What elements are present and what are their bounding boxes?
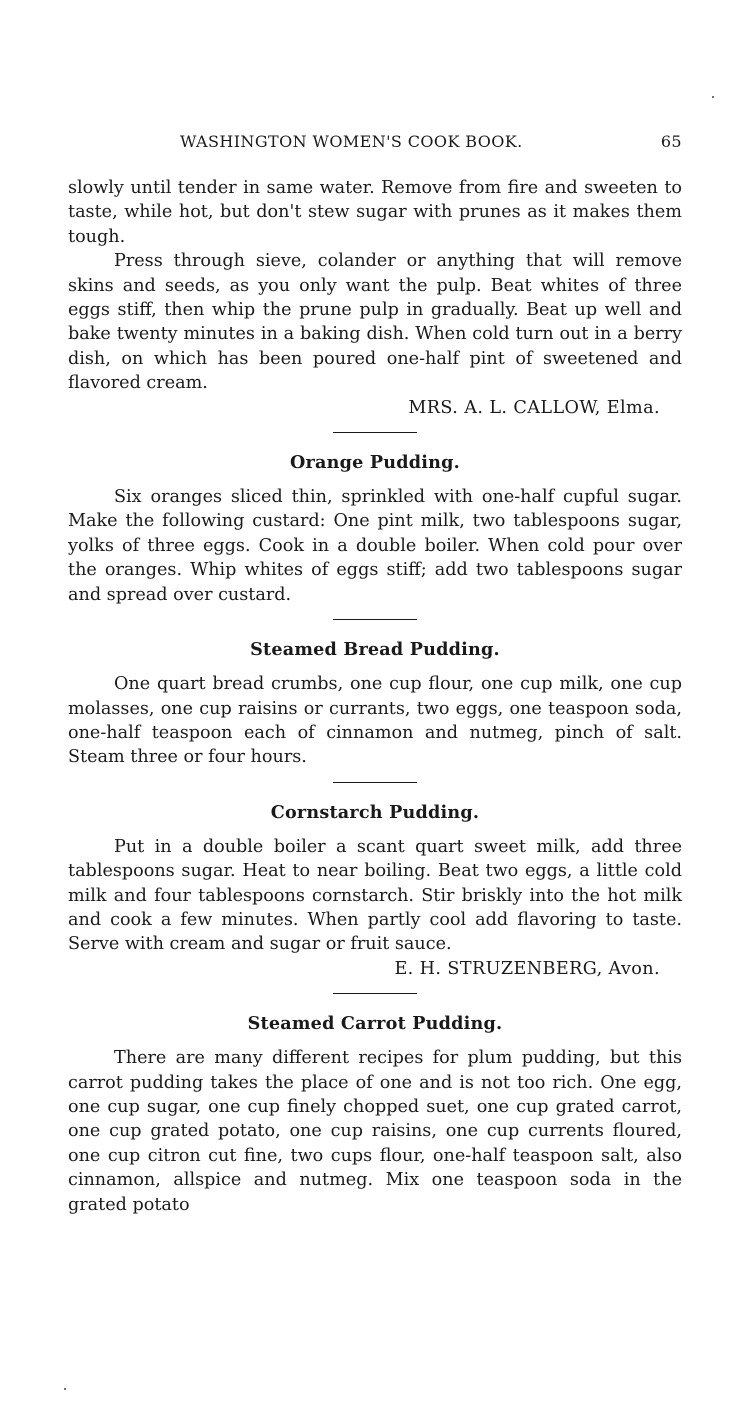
section-divider: [333, 619, 417, 620]
section-divider: [333, 432, 417, 433]
recipe-title: Cornstarch Pudding.: [270, 801, 480, 823]
recipe-text: Six oranges sliced thin, sprinkled with one-half cupful sugar. Make the following custard: One pint milk, two tablespoons sugar, yolks of three eggs. Cook in a double boiler. When cold pour over the oranges. Whip whites of eggs stiff; add two tablespoons sugar and spread over custard.: [68, 487, 682, 605]
section-divider: [333, 993, 417, 994]
recipe-signature: E. H. STRUZENBERG, Avon.: [394, 958, 660, 979]
recipe-title: Steamed Carrot Pudding.: [247, 1013, 503, 1035]
scan-speck: [64, 1388, 66, 1390]
recipe-text: One quart bread crumbs, one cup flour, one cup milk, one cup molasses, one cup raisins or currants, two eggs, one teaspoon soda, one-half teaspoon each of cinnamon and nutmeg, pinch of salt. Steam three or four hours.: [68, 674, 682, 768]
scan-speck: [712, 96, 714, 98]
recipe-orange-pudding: [68, 451, 682, 607]
running-title: WASHINGTON WOMEN'S COOK BOOK.: [180, 132, 523, 151]
recipe-title: Orange Pudding.: [290, 452, 460, 474]
recipe-steamed-bread-pudding: [68, 638, 682, 770]
page-content: [68, 176, 682, 1217]
recipe-steamed-carrot-pudding: [68, 1012, 682, 1217]
recipe-text: Put in a double boiler a scant quart sweet milk, add three tablespoons sugar. Heat to near boiling. Beat two eggs, a little cold milk and four tablespoons cornstarch. Stir briskly into the hot milk and cook a few minutes. When partly cool add flavoring to taste. Serve with cream and sugar or fruit sauce.: [68, 836, 682, 955]
recipe-signature: MRS. A. L. CALLOW, Elma.: [408, 397, 660, 418]
recipe-text: There are many different recipes for plum pudding, but this carrot pudding takes the place of one and is not too rich. One egg, one cup sugar, one cup finely chopped suet, one cup grated carrot, one cup grated potato, one cup raisins, one cup currents floured, one cup citron cut fine, two cups flour, one-half teaspoon salt, also cinnamon, allspice and nutmeg. Mix one teaspoon soda in the grated potato: [68, 1048, 682, 1215]
continued-paragraph: slowly until tender in same water. Remove from fire and sweeten to taste, while hot, but don't stew sugar with prunes as it makes them tough.: [68, 178, 682, 247]
page-number: 65: [660, 132, 682, 151]
recipe-cornstarch-pudding: [68, 801, 682, 981]
recipe-title: Steamed Bread Pudding.: [250, 639, 500, 661]
continued-paragraph: Press through sieve, colander or anything that will remove skins and seeds, as you only want the pulp. Beat whites of three eggs stiff, then whip the prune pulp in gradually. Beat up well and bake twenty minutes in a baking dish. When cold turn out in a berry dish, on which has been poured one-half pint of sweetened and flavored cream.: [68, 251, 682, 394]
section-divider: [333, 782, 417, 783]
page-header: [68, 132, 682, 154]
